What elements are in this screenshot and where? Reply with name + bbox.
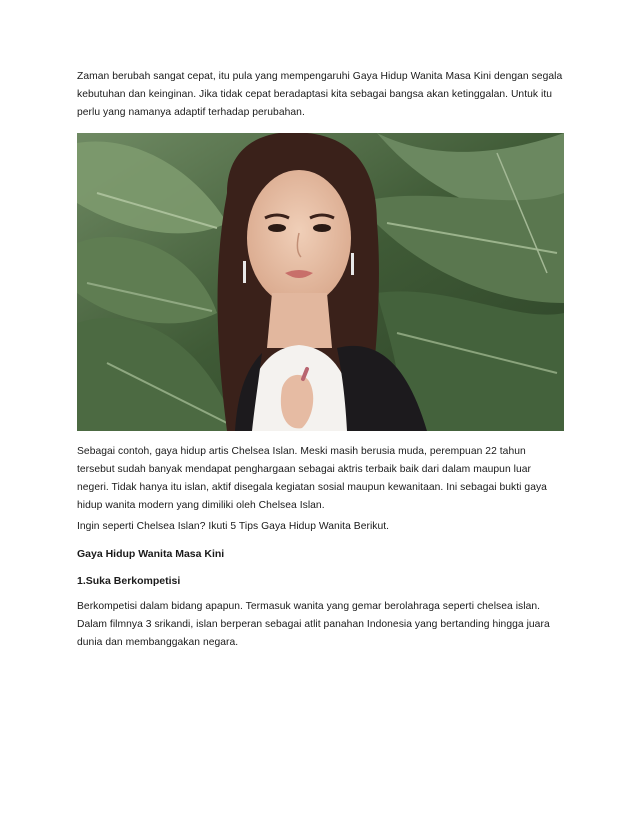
tip-paragraph <box>77 598 572 652</box>
text-line: kebutuhan dan keinginan. Jika tidak cepat beradaptasi kita sebagai bangsa akan ketinggalan. Untuk itu <box>77 89 553 100</box>
text-line: negeri. Tidak hanya itu islan, aktif disegala kegiatan sosial maupun kewanitaan. Ini sebagai bukti gaya <box>77 482 547 493</box>
article-photo <box>77 133 564 431</box>
invite-paragraph <box>77 518 572 536</box>
text-line: tersebut sudah banyak mendapat penghargaan sebagai aktris terbaik baik dari dalam maupun luar <box>77 464 531 475</box>
example-paragraph <box>77 443 572 515</box>
text-line: Zaman berubah sangat cepat, itu pula yang mempengaruhi Gaya Hidup Wanita Masa Kini dengan segala <box>77 71 563 82</box>
text-line: Ingin seperti Chelsea Islan? Ikuti 5 Tips Gaya Hidup Wanita Berikut. <box>77 521 390 532</box>
section-heading: Gaya Hidup Wanita Masa Kini <box>77 548 225 560</box>
text-line: dunia dan membanggakan negara. <box>77 637 239 648</box>
text-line: Berkompetisi dalam bidang apapun. Termasuk wanita yang gemar berolahraga seperti chelsea islan. <box>77 601 541 612</box>
tip-heading: 1.Suka Berkompetisi <box>77 575 181 587</box>
text-line: Sebagai contoh, gaya hidup artis Chelsea Islan. Meski masih berusia muda, perempuan 22 tahun <box>77 446 526 457</box>
text-line: perlu yang namanya adaptif terhadap perubahan. <box>77 107 305 118</box>
text-line: hidup wanita modern yang dimiliki oleh Chelsea Islan. <box>77 500 325 511</box>
intro-paragraph <box>77 68 572 122</box>
text-line: Dalam filmnya 3 srikandi, islan berperan sebagai atlit panahan Indonesia yang bertanding hingga juara <box>77 619 550 630</box>
